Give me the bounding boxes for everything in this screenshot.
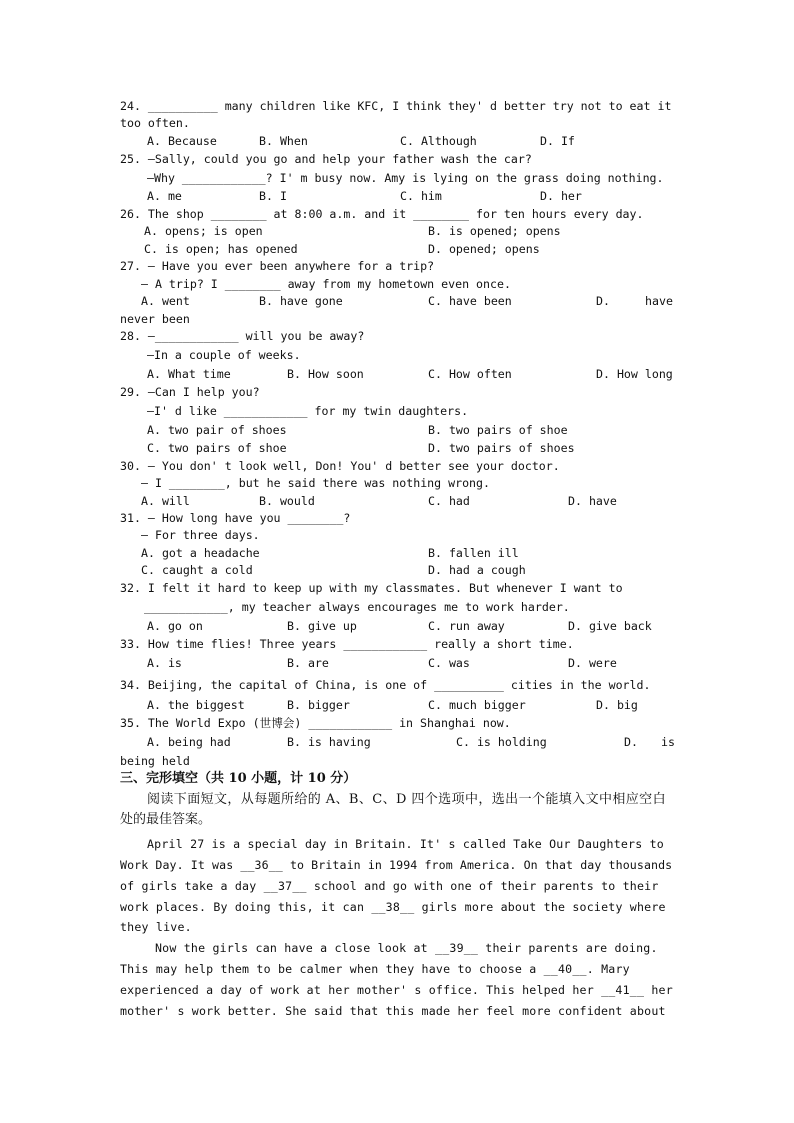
passage-text: their parents are doing. [478,941,658,955]
passage-text: of girls take a day [120,879,264,893]
passage-line [120,961,630,977]
q24-option-a: A. Because [147,134,217,148]
q29-option-b: B. two pairs of shoe [428,423,568,437]
q30-stem: 30. — You don' t look well, Don! You' d better see your doctor. [120,459,560,473]
q35-option-d-letter: D. [624,735,638,749]
q26-option-a: A. opens; is open [144,224,263,238]
q34-option-a: A. the biggest [147,698,245,712]
q30-stem-cont: — I ________, but he said there was nothing wrong. [141,476,491,490]
q25-stem-cont: —Why ____________? I' m busy now. Amy is lying on the grass doing nothing. [147,171,664,185]
q34-stem: 34. Beijing, the capital of China, is one of __________ cities in the world. [120,678,651,692]
passage-line: mother' s work better. She said that this made her feel more confident about [120,1004,666,1018]
q28-stem: 28. —____________ will you be away? [120,329,365,343]
q33-option-a: A. is [147,656,182,670]
q27-option-c: C. have been [428,294,512,308]
q30-option-a: A. will [141,494,190,508]
q33-option-b: B. are [287,656,329,670]
q24-stem: 24. __________ many children like KFC, I think they' d better try not to eat it [120,99,672,113]
q29-option-d: D. two pairs of shoes [428,441,575,455]
q32-option-a: A. go on [147,619,203,633]
q24-stem-cont: too often. [120,116,190,130]
q28-option-b: B. How soon [287,367,364,381]
q31-stem: 31. — How long have you ________? [120,511,351,525]
q25-option-c: C. him [400,189,442,203]
q30-option-b: B. would [259,494,315,508]
passage-text: girls more about the society where [414,900,666,914]
passage-line: April 27 is a special day in Britain. It' s called Take Our Daughters to [147,837,664,851]
q26-option-b: B. is opened; opens [428,224,561,238]
q31-stem-cont: — For three days. [141,528,260,542]
blank-36: __36__ [240,858,283,872]
q35-option-b: B. is having [287,735,371,749]
q32-option-c: C. run away [428,619,505,633]
q27-option-d-cont: never been [120,312,190,326]
passage-text: her [644,983,673,997]
passage-text: experienced a day of work at her mother' s office. This helped her [120,983,602,997]
q35-option-c: C. is holding [456,735,547,749]
passage-text: . Mary [586,962,630,976]
q27-option-d-text: have [645,294,673,308]
passage-line [155,940,658,956]
blank-38: __38__ [371,900,415,914]
blank-41: __41__ [601,983,645,997]
q32-option-b: B. give up [287,619,357,633]
section-instruction-cont: 处的最佳答案。 [120,812,212,827]
q31-option-a: A. got a headache [141,546,260,560]
q28-option-a: A. What time [147,367,231,381]
passage-text: Now the girls can have a close look at [155,941,436,955]
passage-text: school and go with one of their parents to their [306,879,659,893]
q35-option-a: A. being had [147,735,231,749]
q31-option-d: D. had a cough [428,563,526,577]
q32-stem-cont: ____________, my teacher always encourages me to work harder. [144,600,570,614]
q29-stem: 29. —Can I help you? [120,385,260,399]
passage-line [120,878,659,894]
q28-option-d: D. How long [596,367,673,381]
q25-option-a: A. me [147,189,182,203]
passage-text: work places. By doing this, it can [120,900,372,914]
passage-text: to Britain in 1994 from America. On that day thousands [282,858,673,872]
q31-option-c: C. caught a cold [141,563,253,577]
blank-39: __39__ [435,941,479,955]
section-title: 三、完形填空（共 10 小题，计 10 分） [120,771,357,786]
passage-line: they live. [120,920,192,934]
q33-option-d: D. were [568,656,617,670]
blank-37: __37__ [263,879,307,893]
blank-40: __40__ [543,962,587,976]
q31-option-b: B. fallen ill [428,546,519,560]
q24-option-d: D. If [540,134,575,148]
q24-option-c: C. Although [400,134,477,148]
passage-text: Work Day. It was [120,858,241,872]
q25-option-b: B. I [259,189,287,203]
q27-stem-cont: — A trip? I ________ away from my hometown even once. [141,277,511,291]
passage-line [120,857,672,873]
q26-option-c: C. is open; has opened [144,242,298,256]
q28-stem-cont: —In a couple of weeks. [147,348,301,362]
q26-option-d: D. opened; opens [428,242,540,256]
q24-option-b: B. When [259,134,308,148]
q28-option-c: C. How often [428,367,512,381]
q33-stem: 33. How time flies! Three years ____________ really a short time. [120,637,574,651]
q26-stem: 26. The shop ________ at 8:00 a.m. and it ________ for ten hours every day. [120,207,644,221]
passage-text: This may help them to be calmer when they have to choose a [120,962,544,976]
q35-option-d-cont: being held [120,754,190,768]
q32-stem: 32. I felt it hard to keep up with my classmates. But whenever I want to [120,581,623,595]
q25-stem: 25. —Sally, could you go and help your father wash the car? [120,152,532,166]
q30-option-c: C. had [428,494,470,508]
q29-option-a: A. two pair of shoes [147,423,287,437]
q34-option-c: C. much bigger [428,698,526,712]
q34-option-d: D. big [596,698,638,712]
q27-option-b: B. have gone [259,294,343,308]
q27-stem: 27. — Have you ever been anywhere for a trip? [120,259,435,273]
q29-option-c: C. two pairs of shoe [147,441,287,455]
passage-line [120,982,673,998]
passage-line [120,899,666,915]
q29-stem-cont: —I' d like ____________ for my twin daughters. [147,404,469,418]
q27-option-a: A. went [141,294,190,308]
q27-option-d-letter: D. [596,294,610,308]
q34-option-b: B. bigger [287,698,350,712]
q25-option-d: D. her [540,189,582,203]
q35-stem: 35. The World Expo (世博会) ____________ in Shanghai now. [120,716,511,730]
section-instruction: 阅读下面短文，从每题所给的 A、B、C、D 四个选项中，选出一个能填入文中相应空白 [147,792,666,807]
q35-option-d-text: is [661,735,675,749]
q32-option-d: D. give back [568,619,652,633]
q30-option-d: D. have [568,494,617,508]
q33-option-c: C. was [428,656,470,670]
